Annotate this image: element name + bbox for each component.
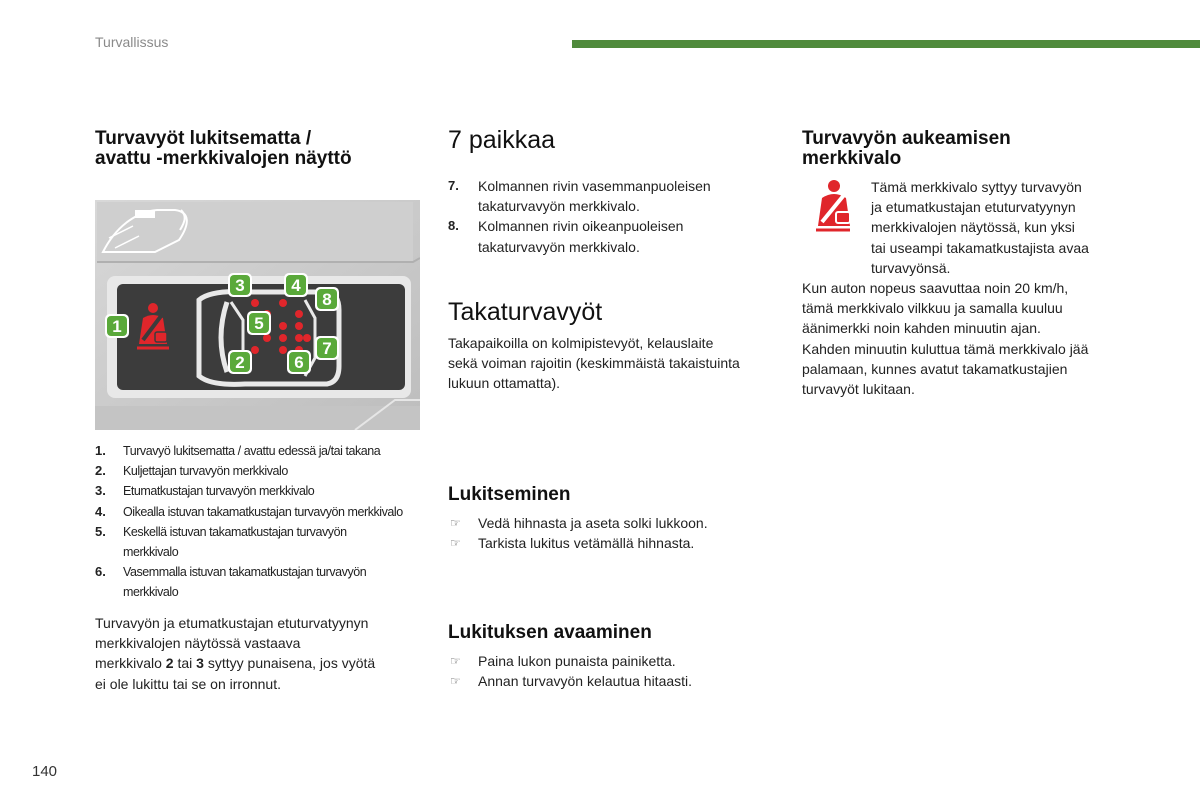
legend-item: 2. Kuljettajan turvavyön merkkivalo xyxy=(95,463,288,479)
marker-6 xyxy=(287,350,311,374)
pointer-bullet-icon: ☞ xyxy=(450,536,461,551)
rear-seatbelts-paragraph: Takapaikoilla on kolmipistevyöt, kelauslaite sekä voiman rajoitin (keskimmäistä takaistuinta lukuun ottamatta). xyxy=(448,335,740,392)
section-title: Turvallissus xyxy=(95,34,169,50)
list-item: 7. Kolmannen rivin vasemmanpuoleisen takaturvavyön merkkivalo. xyxy=(448,178,711,215)
pointer-bullet-icon: ☞ xyxy=(450,516,461,530)
marker-1 xyxy=(105,314,129,338)
display-explanation-paragraph: Turvavyön ja etumatkustajan etuturvatyynyn merkkivalojen näytössä vastaava merkkivalo 2 tai 3 syttyy punaisena, jos vyötä ei ole lukittu tai se on irronnut. xyxy=(95,615,376,692)
svg-text:2: 2 xyxy=(235,353,245,372)
seatbelt-display-heading: Turvavyöt lukitsematta / avattu -merkkivalojen näyttö xyxy=(95,128,352,169)
svg-text:5: 5 xyxy=(254,314,264,333)
svg-text:1: 1 xyxy=(112,317,122,336)
list-item: ☞ Vedä hihnasta ja aseta solki lukkoon. xyxy=(448,513,708,533)
dashboard-thumbnail xyxy=(97,202,420,262)
svg-text:8: 8 xyxy=(322,290,332,309)
svg-text:6: 6 xyxy=(294,353,304,372)
list-item: ☞ Annan turvavyön kelautua hitaasti. xyxy=(448,671,692,691)
pointer-bullet-icon: ☞ xyxy=(450,654,461,668)
list-item: ☞ Tarkista lukitus vetämällä hihnasta. xyxy=(448,533,708,553)
legend-item: 5. Keskellä istuvan takamatkustajan turvavyön merkkivalo xyxy=(95,523,347,560)
seven-seats-heading: 7 paikkaa xyxy=(448,126,556,154)
marker-2 xyxy=(228,350,252,374)
legend-item: 4. Oikealla istuvan takamatkustajan turvavyön merkkivalo xyxy=(95,503,403,519)
svg-text:7: 7 xyxy=(322,339,332,358)
pointer-bullet-icon: ☞ xyxy=(450,674,461,689)
unlocking-steps xyxy=(448,651,692,691)
marker-5 xyxy=(247,311,271,335)
seven-seats-list xyxy=(448,176,748,257)
svg-text:4: 4 xyxy=(291,276,301,295)
list-item: 8. Kolmannen rivin oikeanpuoleisen takaturvavyön merkkivalo. xyxy=(448,218,684,255)
seatbelt-warning-icon xyxy=(808,180,856,232)
legend-item: 6. Vasemmalla istuvan takamatkustajan turvavyön merkkivalo xyxy=(95,564,367,600)
marker-4 xyxy=(284,273,308,297)
marker-3 xyxy=(228,273,252,297)
marker-8 xyxy=(315,287,339,311)
list-item: ☞ Paina lukon punaista painiketta. xyxy=(448,651,692,671)
page-number: 140 xyxy=(32,763,58,780)
svg-text:3: 3 xyxy=(235,276,245,295)
figure-legend xyxy=(95,441,435,603)
legend-item: 3. Etumatkustajan turvavyön merkkivalo xyxy=(95,483,315,499)
rear-seatbelts-heading: Takaturvavyöt xyxy=(448,298,603,326)
legend-item: 1. Turvavyö lukitsematta / avattu edessä ja/tai takana xyxy=(95,443,381,458)
warning-speed-paragraph: Kun auton nopeus saavuttaa noin 20 km/h, tämä merkkivalo vilkkuu ja samalla kuuluu äänimerkki noin kahden minuutin ajan. Kahden minuutin kuluttua tämä merkkivalo jää palamaan, kunnes avatut takamatkustajien turvavyöt lukitaan. xyxy=(802,280,1089,398)
header-accent-bar xyxy=(572,40,1200,48)
locking-steps xyxy=(448,513,708,553)
unlocking-heading: Lukituksen avaaminen xyxy=(448,622,652,643)
locking-heading: Lukitseminen xyxy=(448,484,571,505)
seatbelt-display-figure xyxy=(95,200,420,430)
marker-7 xyxy=(315,336,339,360)
warning-light-description: Tämä merkkivalo syttyy turvavyön ja etumatkustajan etuturvatyynyn merkkivalojen näytössä, kun yksi tai useampi takamatkustajista avaa turvavyönsä. xyxy=(871,179,1089,276)
unbuckled-warning-heading: Turvavyön aukeamisen merkkivalo xyxy=(802,128,1011,169)
